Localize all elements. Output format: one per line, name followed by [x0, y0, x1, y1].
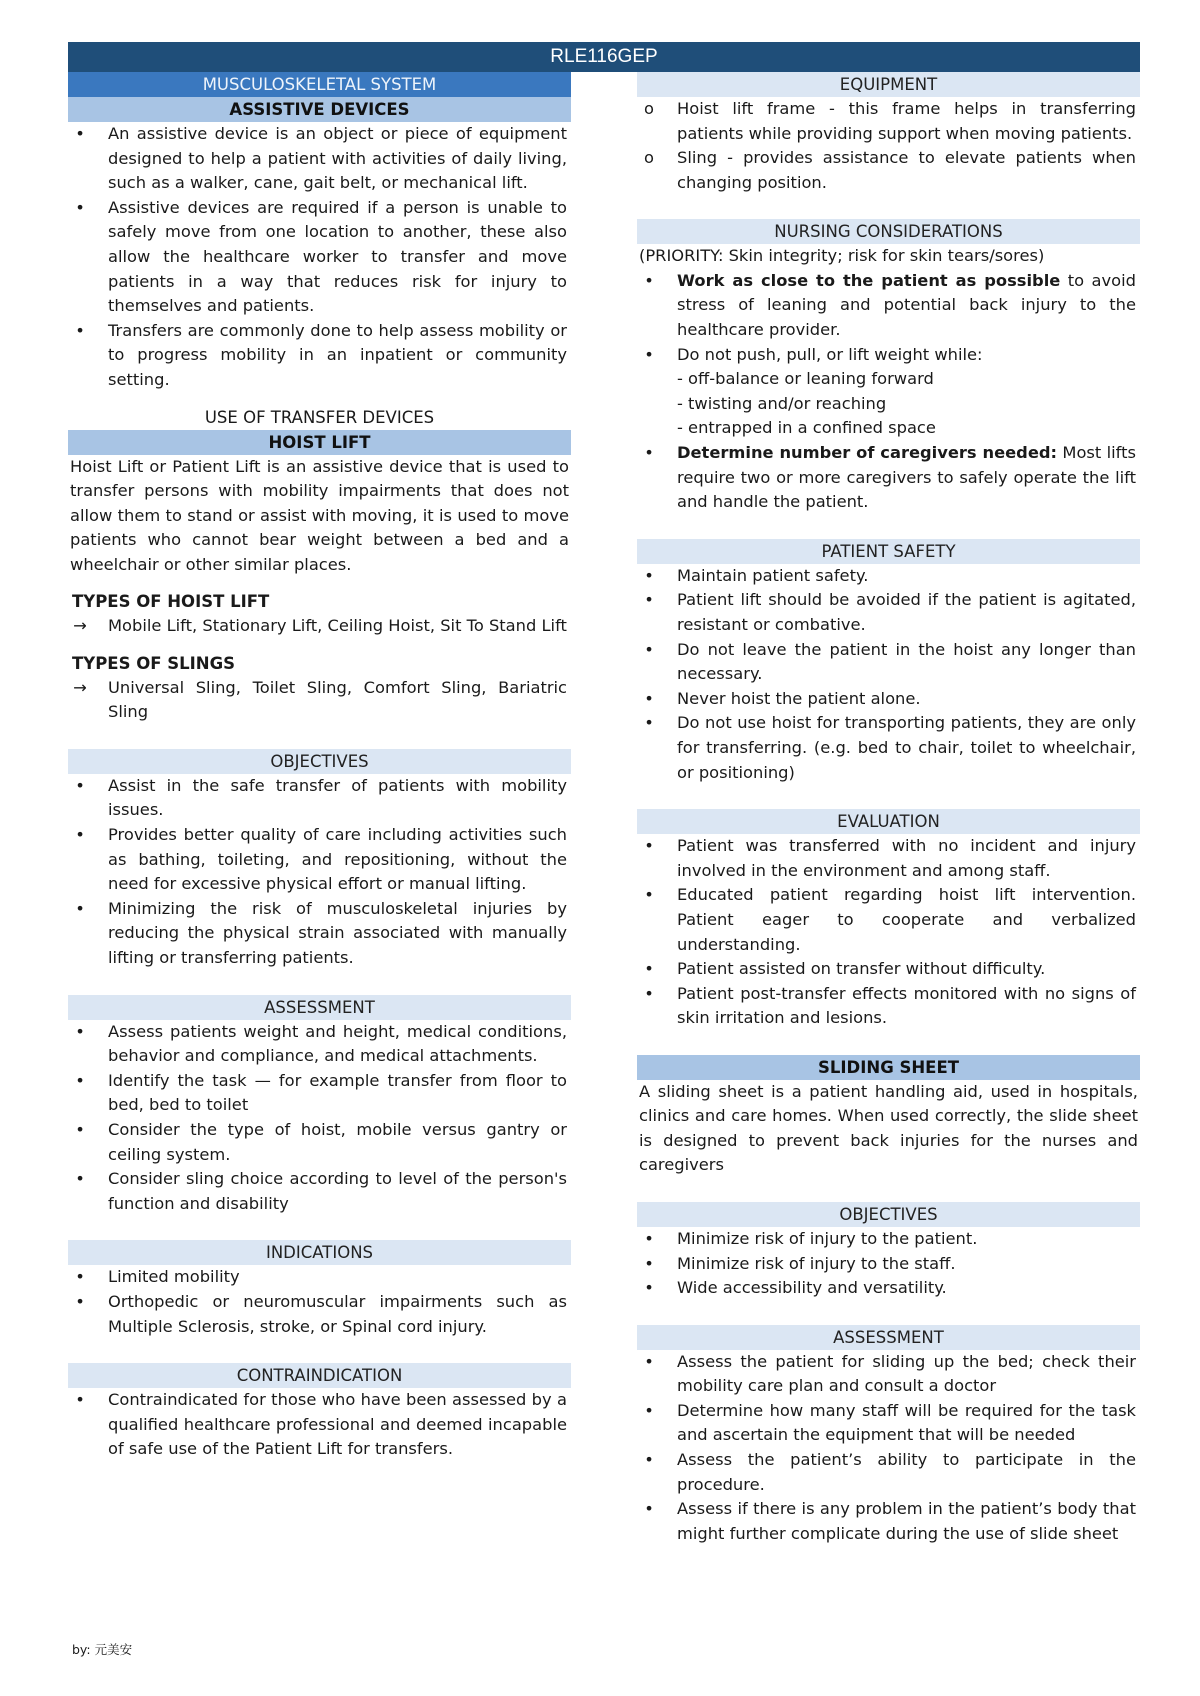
objectives-heading: OBJECTIVES [68, 749, 571, 774]
assistive-devices-heading: ASSISTIVE DEVICES [68, 97, 571, 122]
patient-safety-heading: PATIENT SAFETY [637, 539, 1140, 564]
sub-item: - off-balance or leaning forward [677, 369, 934, 389]
list-item: • Minimizing the risk of musculoskeletal injuries by reducing the physical strain associated with manually lifting or transferring patients. [75, 898, 567, 967]
list-item: • An assistive device is an object or piece of equipment designed to help a patient with activities of daily living, such as a walker, cane, gait belt, or mechanical lift. [75, 124, 567, 193]
list-item: • Minimize risk of injury to the patient. [644, 1228, 978, 1248]
list-item: • Contraindicated for those who have been assessed by a qualified healthcare professional and deemed incapable of safe use of the Patient Lift for transfers. [75, 1390, 567, 1459]
list-item: • Minimize risk of injury to the staff. [644, 1253, 956, 1273]
list-item: • Transfers are commonly done to help assess mobility or to progress mobility in an inpatient or community setting. [75, 320, 567, 389]
section-title: MUSCULOSKELETAL SYSTEM [68, 72, 571, 97]
list-item: • Maintain patient safety. [644, 565, 869, 585]
list-item: • Assess patients weight and height, medical conditions, behavior and compliance, and medical attachments. [75, 1021, 567, 1066]
list-item: • Do not use hoist for transporting patients, they are only for transferring. (e.g. bed to chair, toilet to wheelchair, or positioning) [644, 713, 1136, 782]
list-item: o Sling - provides assistance to elevate patients when changing position. [644, 148, 1136, 192]
assessment-heading-right: ASSESSMENT [637, 1325, 1140, 1350]
list-item: • Limited mobility [75, 1267, 240, 1287]
list-item: • Consider the type of hoist, mobile versus gantry or ceiling system. [75, 1119, 567, 1164]
document-title: RLE116GEP [68, 42, 1140, 72]
list-item: • Determine how many staff will be required for the task and ascertain the equipment that will be needed [644, 1400, 1136, 1445]
sliding-sheet-heading: SLIDING SHEET [637, 1055, 1140, 1080]
sliding-sheet-text: A sliding sheet is a patient handling aid, used in hospitals, clinics and care homes. When used correctly, the slide sheet is designed to prevent back injuries for the nurses and caregivers [639, 1081, 1138, 1175]
hoist-lift-heading: HOIST LIFT [68, 430, 571, 455]
list-item: • Educated patient regarding hoist lift intervention. Patient eager to cooperate and verbalized understanding. [644, 885, 1136, 954]
list-item: • Patient was transferred with no incident and injury involved in the environment and among staff. [644, 836, 1136, 880]
evaluation-heading: EVALUATION [637, 809, 1140, 834]
document-page [68, 42, 1140, 1546]
equipment-heading: EQUIPMENT [637, 72, 1140, 97]
list-item: • Assess the patient’s ability to participate in the procedure. [644, 1450, 1136, 1494]
list-item: • Do not push, pull, or lift weight while: [644, 344, 983, 364]
objectives-heading-right: OBJECTIVES [637, 1202, 1140, 1227]
list-item: • Determine number of caregivers needed: Most lifts require two or more caregivers to safely operate the lift and handle the patient. [644, 443, 1136, 512]
list-item: • Do not leave the patient in the hoist any longer than necessary. [644, 639, 1136, 684]
list-item: • Patient lift should be avoided if the patient is agitated, resistant or combative. [644, 590, 1136, 634]
list-item: • Identify the task — for example transfer from floor to bed, bed to toilet [75, 1070, 567, 1115]
list-item: • Provides better quality of care including activities such as bathing, toileting, and repositioning, without the need for excessive physical effort or manual lifting. [75, 825, 567, 894]
priority-text: (PRIORITY: Skin integrity; risk for skin tears/sores) [639, 246, 1045, 266]
sub-item: - entrapped in a confined space [677, 418, 936, 438]
right-column [637, 72, 1140, 1546]
list-item: • Orthopedic or neuromuscular impairments such as Multiple Sclerosis, stroke, or Spinal cord injury. [75, 1291, 567, 1336]
types-slings-heading: TYPES OF SLINGS [72, 653, 236, 673]
list-item: • Assist in the safe transfer of patients with mobility issues. [75, 775, 567, 820]
list-item: o Hoist lift frame - this frame helps in transferring patients while providing support when moving patients. [644, 99, 1136, 143]
list-item: → Mobile Lift, Stationary Lift, Ceiling Hoist, Sit To Stand Lift [73, 616, 567, 636]
list-item: • Wide accessibility and versatility. [644, 1278, 947, 1298]
author-footer: by: 元美安 [72, 1642, 133, 1657]
list-item: • Never hoist the patient alone. [644, 688, 921, 708]
list-item: • Work as close to the patient as possible to avoid stress of leaning and potential back injury to the healthcare provider. [644, 270, 1136, 340]
nursing-heading: NURSING CONSIDERATIONS [637, 219, 1140, 244]
sub-item: - twisting and/or reaching [677, 393, 887, 413]
contraindication-heading: CONTRAINDICATION [68, 1363, 571, 1388]
list-item: • Assess if there is any problem in the patient’s body that might further complicate during the use of slide sheet [644, 1499, 1136, 1543]
hoist-lift-text: Hoist Lift or Patient Lift is an assistive device that is used to transfer persons with mobility impairments that does not allow them to stand or assist with moving, it is used to move patients who cannot bear weight between a bed and a wheelchair or other similar places. [70, 456, 569, 574]
types-hoist-heading: TYPES OF HOIST LIFT [72, 592, 270, 612]
transfer-devices-heading: USE OF TRANSFER DEVICES [204, 407, 435, 427]
list-item: • Patient post-transfer effects monitored with no signs of skin irritation and lesions. [644, 983, 1136, 1028]
list-item: • Patient assisted on transfer without difficulty. [644, 959, 1046, 979]
assistive-devices-list [68, 122, 571, 393]
list-item: → Universal Sling, Toilet Sling, Comfort Sling, Bariatric Sling [73, 677, 567, 722]
list-item: • Assistive devices are required if a person is unable to safely move from one location to another, these also allow the healthcare worker to transfer and move patients in a way that reduces risk for injury to themselves and patients. [75, 197, 567, 316]
indications-heading: INDICATIONS [68, 1240, 571, 1265]
list-item: • Assess the patient for sliding up the bed; check their mobility care plan and consult a doctor [644, 1351, 1136, 1396]
assessment-heading: ASSESSMENT [68, 995, 571, 1020]
left-column [68, 72, 571, 1546]
list-item: • Consider sling choice according to level of the person's function and disability [75, 1169, 567, 1213]
